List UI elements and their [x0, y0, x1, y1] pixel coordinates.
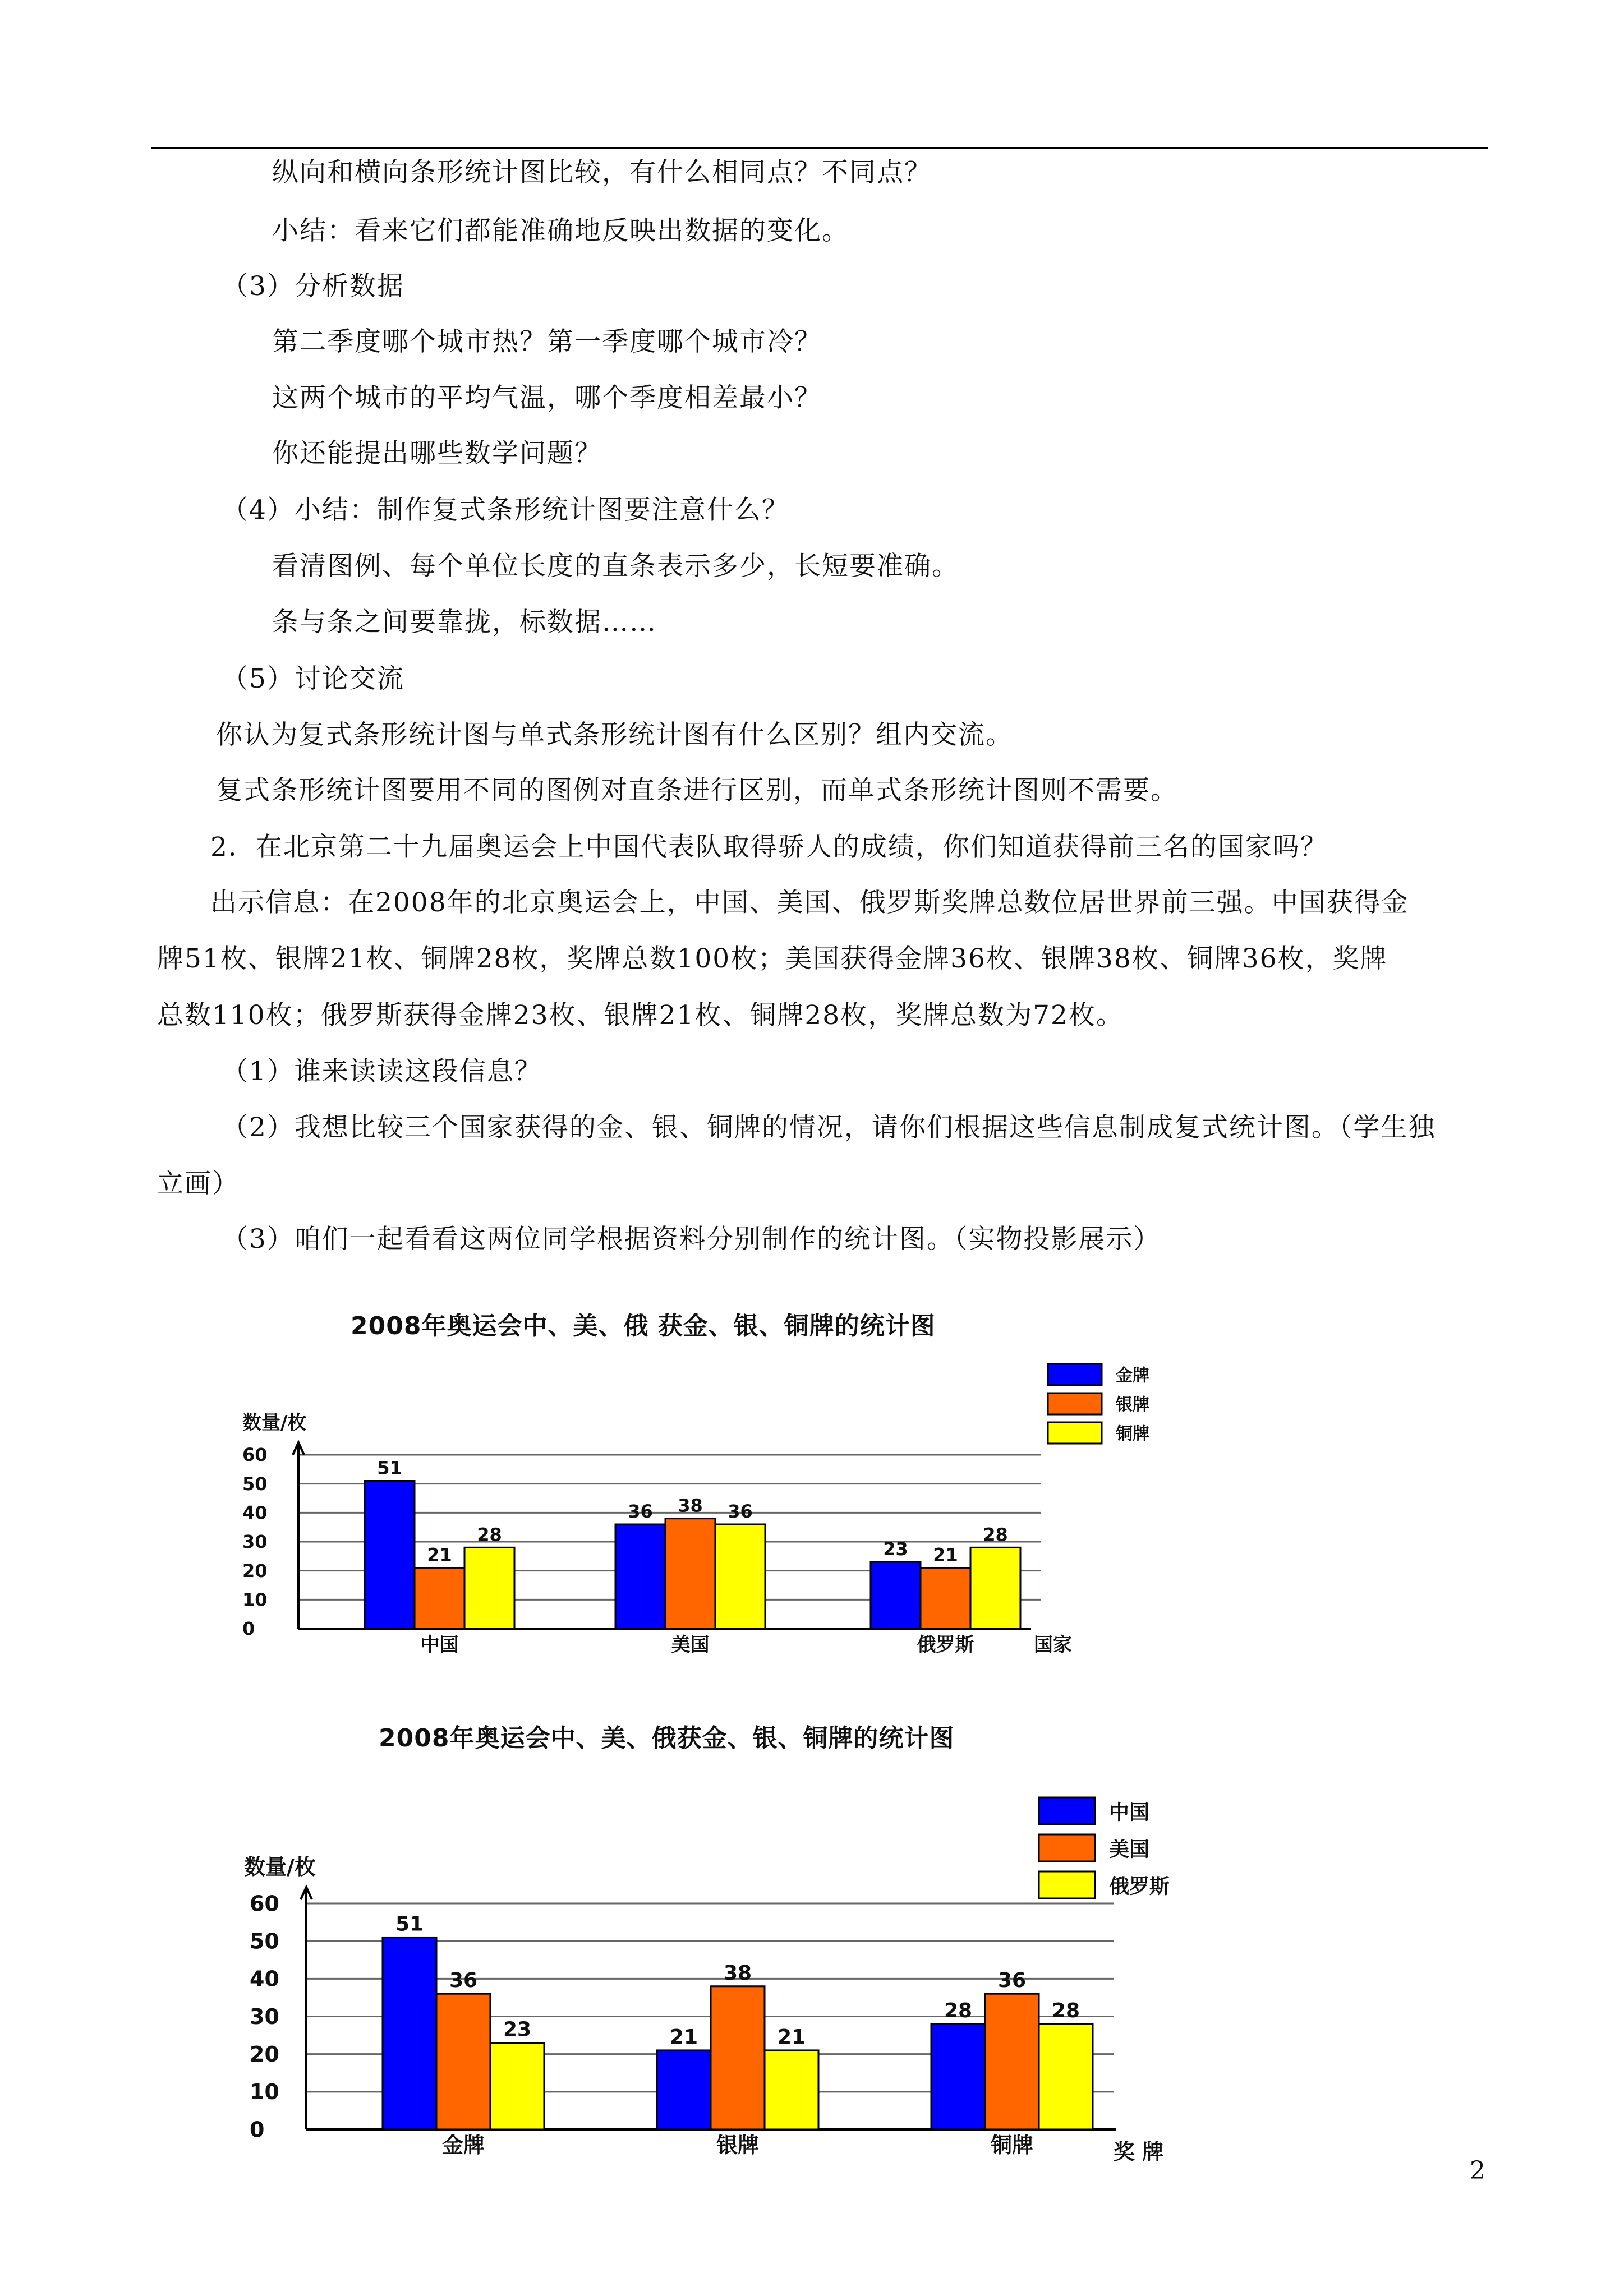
y-tick-label: 0	[242, 1618, 255, 1640]
paragraph: 总数110枚；俄罗斯获得金牌23枚、银牌21枚、铜牌28枚，奖牌总数为72枚。	[157, 1000, 1124, 1031]
paragraph: （1）谁来读读这段信息？	[222, 1056, 542, 1087]
bar	[1039, 2024, 1093, 2129]
bar	[931, 2024, 985, 2129]
paragraph: 2．在北京第二十九届奥运会上中国代表队取得骄人的成绩，你们知道获得前三名的国家吗？	[210, 832, 1328, 863]
y-tick-label: 10	[250, 2080, 279, 2105]
legend-label: 铜牌	[1116, 1424, 1149, 1444]
y-axis-label: 数量/枚	[244, 1855, 316, 1879]
y-tick-label: 60	[242, 1444, 268, 1466]
paragraph: 牌51枚、银牌21枚、铜牌28枚，奖牌总数100枚；美国获得金牌36枚、银牌38枚、铜牌36枚，奖牌	[157, 943, 1388, 974]
data-label: 36	[728, 1501, 753, 1522]
data-label: 28	[1051, 1999, 1080, 2022]
chart-2-title: 2008年奥运会中、美、俄获金、银、铜牌的统计图	[379, 1724, 955, 1753]
paragraph: 复式条形统计图要用不同的图例对直条进行区别，而单式条形统计图则不需要。	[216, 775, 1178, 806]
x-tick-label: 中国	[420, 1634, 459, 1656]
legend-label: 美国	[1109, 1838, 1150, 1861]
legend-label: 银牌	[1116, 1395, 1149, 1415]
y-tick-label: 50	[250, 1929, 279, 1954]
bar	[711, 1986, 765, 2129]
legend-label: 俄罗斯	[1109, 1875, 1170, 1898]
legend-swatch	[1039, 1834, 1095, 1861]
y-tick-label: 50	[242, 1473, 268, 1495]
data-label: 36	[997, 1969, 1027, 1993]
y-tick-label: 10	[242, 1589, 268, 1611]
legend-label: 金牌	[1116, 1366, 1149, 1386]
data-label: 38	[723, 1961, 752, 1985]
paragraph: 看清图例、每个单位长度的直条表示多少，长短要准确。	[272, 551, 959, 582]
paragraph: （4）小结：制作复式条形统计图要注意什么？	[222, 495, 789, 525]
data-label: 28	[944, 1999, 973, 2022]
data-label: 28	[983, 1524, 1008, 1546]
paragraph: 这两个城市的平均气温，哪个季度相差最小？	[272, 382, 822, 413]
data-label: 36	[628, 1501, 653, 1522]
y-tick-label: 30	[250, 2004, 279, 2029]
bar	[765, 2050, 818, 2129]
data-label: 38	[678, 1495, 703, 1516]
paragraph: （5）讨论交流	[222, 663, 404, 694]
data-label: 51	[377, 1457, 402, 1479]
y-axis-label: 数量/枚	[242, 1412, 307, 1434]
data-label: 21	[427, 1544, 452, 1566]
x-tick-label: 银牌	[716, 2133, 760, 2157]
paragraph: 你认为复式条形统计图与单式条形统计图有什么区别？组内交流。	[216, 720, 1013, 750]
data-label: 23	[503, 2018, 532, 2041]
paragraph: 条与条之间要靠拢，标数据……	[272, 607, 657, 638]
y-tick-label: 30	[242, 1531, 268, 1553]
data-label: 28	[477, 1524, 502, 1546]
paragraph: （3）分析数据	[222, 271, 404, 302]
data-label: 21	[933, 1544, 958, 1566]
paragraph: 立画）	[157, 1168, 240, 1199]
page-number: 2	[1470, 2156, 1485, 2185]
paragraph: 纵向和横向条形统计图比较，有什么相同点？不同点？	[272, 157, 932, 188]
legend-swatch	[1039, 1871, 1095, 1898]
bar	[985, 1994, 1039, 2129]
paragraph: 第二季度哪个城市热？第一季度哪个城市冷？	[272, 326, 822, 357]
x-axis-label: 国家	[1034, 1634, 1072, 1656]
paragraph: 出示信息：在2008年的北京奥运会上，中国、美国、俄罗斯奖牌总数位居世界前三强。中国获得金	[210, 887, 1409, 918]
y-tick-label: 60	[250, 1891, 279, 1916]
x-tick-label: 美国	[671, 1634, 710, 1656]
y-tick-label: 20	[242, 1560, 268, 1582]
data-label: 36	[449, 1969, 478, 1993]
chart-1-title: 2008年奥运会中、美、俄 获金、银、铜牌的统计图	[351, 1312, 936, 1340]
y-tick-label: 20	[250, 2041, 279, 2067]
legend-label: 中国	[1109, 1801, 1150, 1824]
x-tick-label: 金牌	[441, 2133, 485, 2157]
bar	[436, 1994, 490, 2129]
paragraph: （2）我想比较三个国家获得的金、银、铜牌的情况，请你们根据这些信息制成复式统计图。（学生独	[222, 1112, 1436, 1143]
x-tick-label: 铜牌	[990, 2133, 1034, 2157]
bar	[383, 1937, 436, 2129]
y-tick-label: 0	[250, 2117, 265, 2142]
bar	[657, 2050, 711, 2129]
x-axis-label: 奖 牌	[1114, 2140, 1164, 2164]
bar	[490, 2043, 544, 2129]
data-label: 21	[669, 2025, 698, 2049]
x-tick-label: 俄罗斯	[917, 1634, 974, 1656]
paragraph: 你还能提出哪些数学问题？	[272, 438, 602, 469]
y-tick-label: 40	[250, 1966, 279, 1991]
data-label: 21	[777, 2025, 806, 2049]
data-label: 23	[883, 1538, 908, 1560]
legend-swatch	[1039, 1797, 1095, 1824]
data-label: 51	[395, 1912, 424, 1936]
paragraph: 小结：看来它们都能准确地反映出数据的变化。	[272, 215, 849, 246]
paragraph: （3）咱们一起看看这两位同学根据资料分别制作的统计图。（实物投影展示）	[222, 1224, 1161, 1255]
y-tick-label: 40	[242, 1502, 268, 1524]
